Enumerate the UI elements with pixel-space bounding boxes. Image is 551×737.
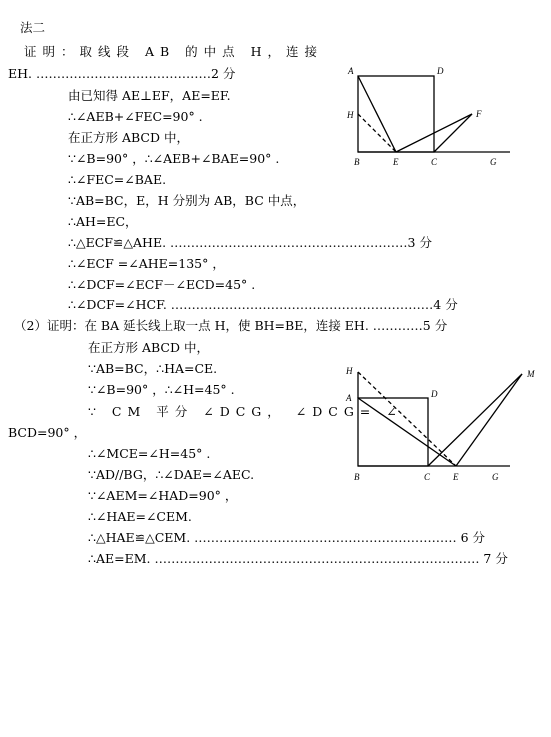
proof1-step-7: ∴AH=EC， <box>68 214 138 229</box>
proof2-intro: （2）证明：在 BA 延长线上取一点 H，使 BH=BE，连接 EH. …………5 分 <box>14 318 448 333</box>
proof2-step-8: ∴△HAE≌△CEM. ……………………………………………………… 6 分 <box>88 530 486 545</box>
proof1-step-3: 在正方形 ABCD 中， <box>68 130 189 145</box>
fig1-line-cf <box>434 114 472 152</box>
proof1-step-6: ∵AB=BC，E，H 分别为 AB，BC 中点， <box>68 193 306 208</box>
fig2-label-g: G <box>492 472 499 482</box>
fig2-label-a: A <box>346 393 352 403</box>
proof1-step-10: ∴∠DCF=∠ECF－∠ECD=45° . <box>68 277 256 292</box>
fig1-label-h: H <box>347 110 354 120</box>
fig1-line-ef <box>396 114 472 152</box>
proof2-step-3: ∵∠B=90° ，∴∠H=45° . <box>88 382 235 397</box>
proof1-intro-cont: EH. ……………………………………2 分 <box>8 66 236 81</box>
fig2-label-b: B <box>354 472 360 482</box>
method-heading: 法二 <box>20 20 46 35</box>
fig1-label-f: F <box>476 109 482 119</box>
proof2-step-6: ∵∠AEM=∠HAD=90° ， <box>88 488 238 503</box>
proof1-step-9: ∴∠ECF =∠AHE=135° ， <box>68 256 225 271</box>
proof1-step-2: ∴∠AEB+∠FEC=90° . <box>68 109 203 124</box>
proof1-step-11: ∴∠DCF=∠HCF. ………………………………………………………4 分 <box>68 297 458 312</box>
fig2-label-m: M <box>527 369 535 379</box>
fig2-label-d: D <box>431 389 438 399</box>
fig1-label-b: B <box>354 157 360 167</box>
fig1-label-d: D <box>437 66 444 76</box>
fig1-label-a: A <box>348 66 354 76</box>
proof2-step-4: ∴∠MCE=∠H=45° . <box>88 446 211 461</box>
proof2-step-9: ∴AE=EM. …………………………………………………………………… 7 分 <box>88 551 508 566</box>
proof1-step-1: 由已知得 AE⊥EF，AE=EF. <box>68 88 231 103</box>
proof2-step-1: 在正方形 ABCD 中， <box>88 340 209 355</box>
fig2-label-h: H <box>346 366 353 376</box>
fig2-line-em <box>456 374 522 466</box>
proof1-step-4: ∵∠B=90° ，∴∠AEB+∠BAE=90° . <box>68 151 280 166</box>
fig1-square-abcd <box>358 76 434 152</box>
proof1-step-5: ∴∠FEC=∠BAE. <box>68 172 167 187</box>
fig1-line-ae <box>358 76 396 152</box>
proof1-intro-line: 证明：取线段 AB 的中点 H，连接 <box>24 44 324 59</box>
proof2-step-7: ∴∠HAE=∠CEM. <box>88 509 192 524</box>
proof2-cm-line: ∵ CM 平分 ∠DCG， ∠DCG= ∠ <box>88 404 403 419</box>
fig2-line-cm <box>428 374 522 466</box>
fig2-label-c: C <box>424 472 431 482</box>
fig1-dashed-he <box>358 114 396 152</box>
fig1-label-e: E <box>393 157 399 167</box>
fig1-label-g: G <box>490 157 497 167</box>
proof2-cm-cont: BCD=90° ， <box>8 425 87 440</box>
proof2-step-5: ∵AD//BG，∴∠DAE=∠AEC. <box>88 467 255 482</box>
fig1-label-c: C <box>431 157 438 167</box>
proof2-step-2: ∵AB=BC，∴HA=CE. <box>88 361 218 376</box>
fig2-label-e: E <box>453 472 459 482</box>
proof1-step-8: ∴△ECF≌△AHE. …………………………………………………3 分 <box>68 235 432 250</box>
